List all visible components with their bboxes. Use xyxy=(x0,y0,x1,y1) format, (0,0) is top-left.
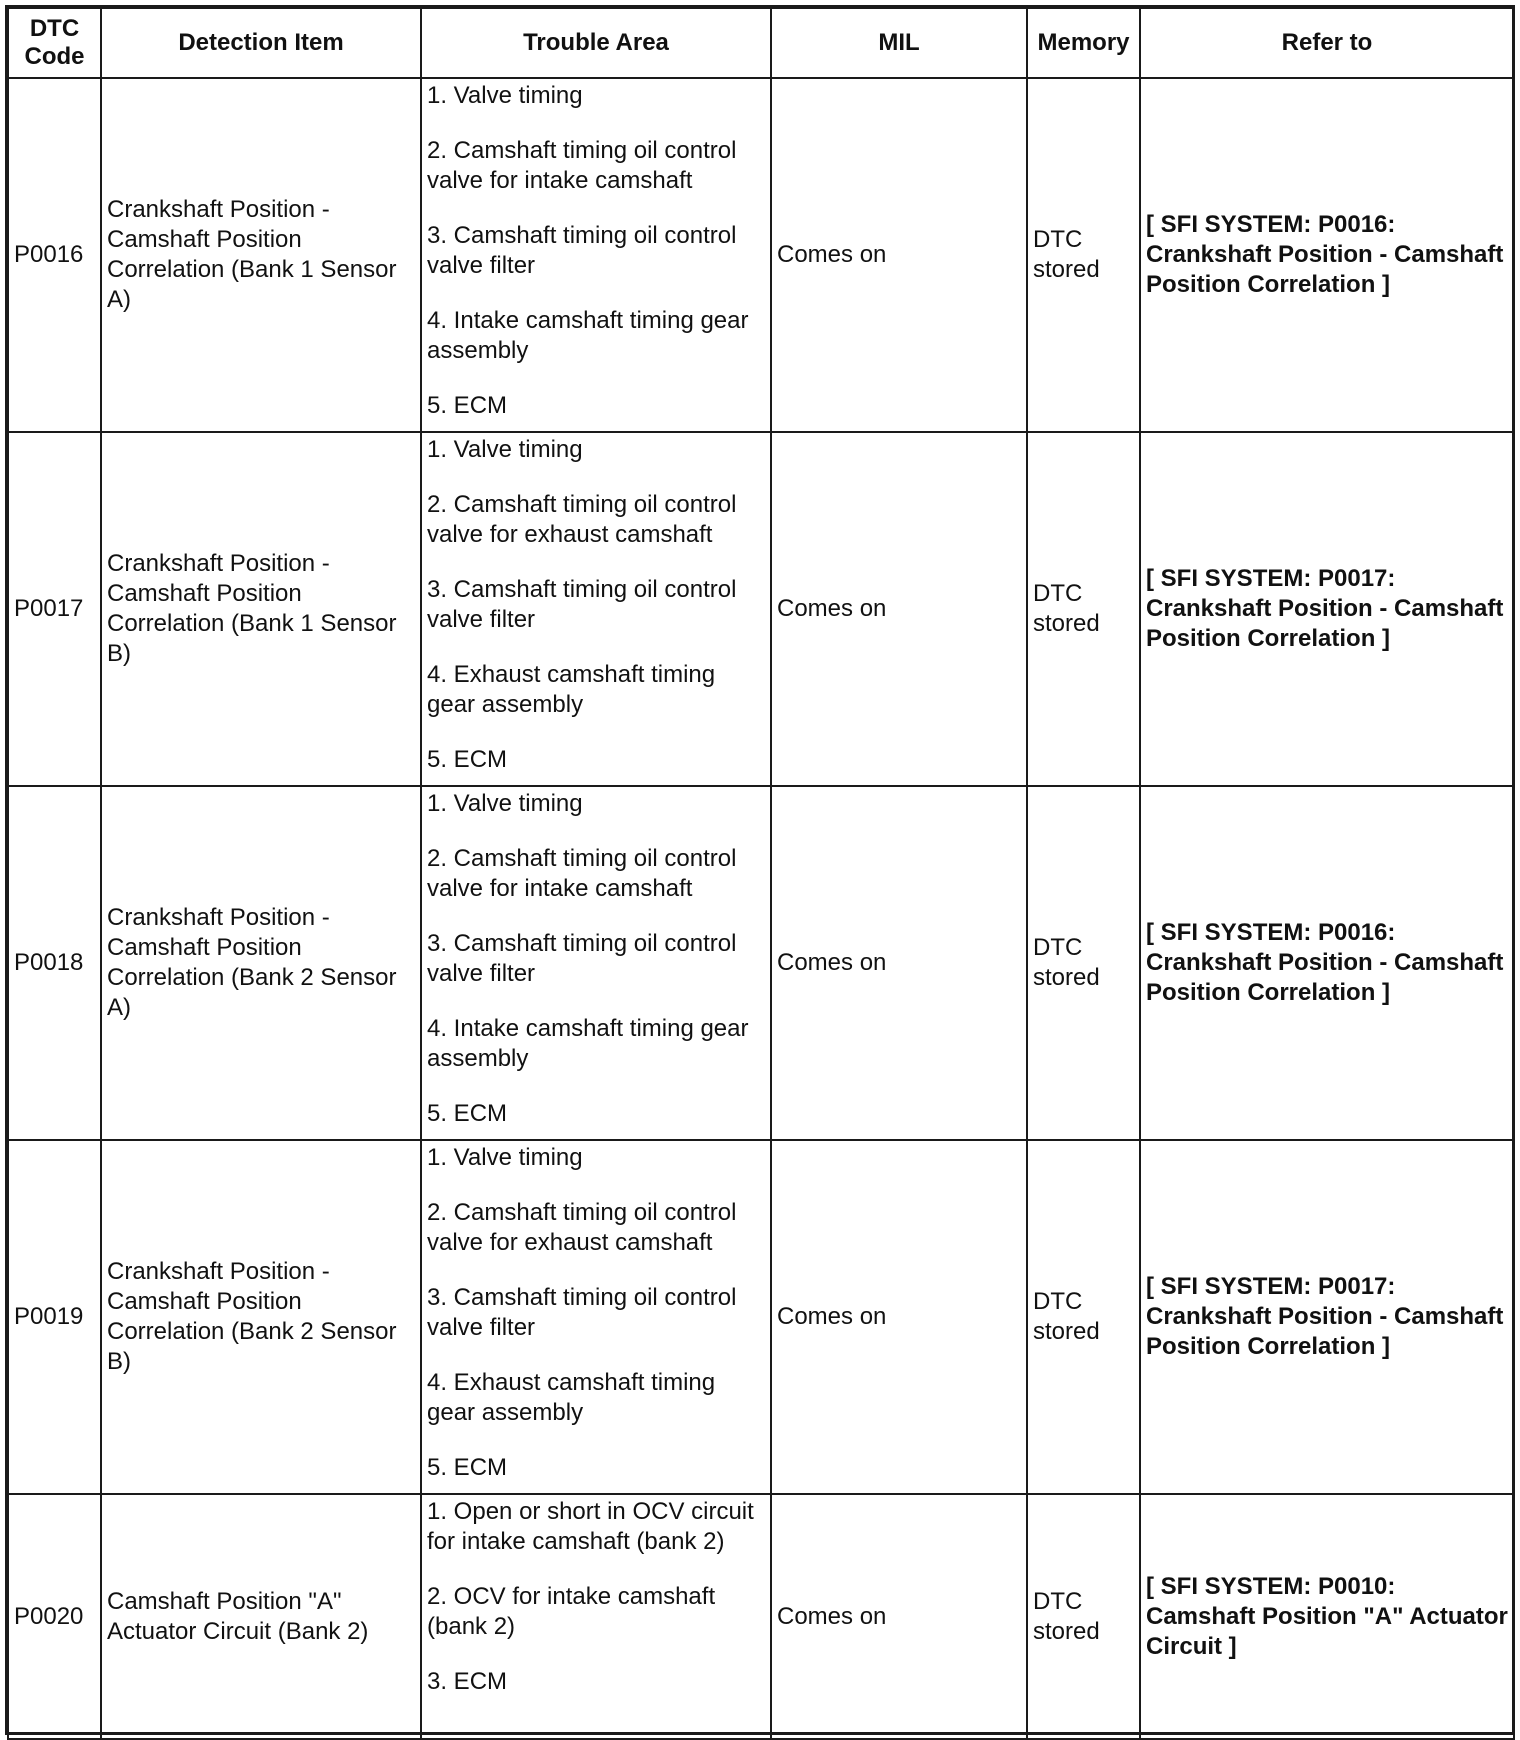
refer-to-link[interactable]: [ SFI SYSTEM: P0016: Crankshaft Position - Camshaft Position Correlation ] xyxy=(1140,786,1514,1140)
trouble-area-cell xyxy=(421,432,771,786)
mil-cell: Comes on xyxy=(771,1140,1027,1494)
trouble-item: 1. Valve timing xyxy=(427,790,583,817)
header-mil: MIL xyxy=(771,8,1027,78)
table-row xyxy=(8,1494,1514,1739)
trouble-item: 5. ECM xyxy=(427,392,508,419)
dtc-table xyxy=(7,7,1515,1740)
mil-cell: Comes on xyxy=(771,1494,1027,1739)
trouble-item: 4. Exhaust camshaft timing gear assembly xyxy=(427,661,716,718)
trouble-item: 2. Camshaft timing oil control valve for exhaust camshaft xyxy=(427,1199,737,1256)
dtc-code-cell: P0016 xyxy=(8,78,101,432)
memory-cell: DTC stored xyxy=(1027,786,1140,1140)
trouble-item: 2. OCV for intake camshaft (bank 2) xyxy=(427,1583,716,1640)
header-row xyxy=(8,8,1514,78)
trouble-item: 4. Intake camshaft timing gear assembly xyxy=(427,307,749,364)
trouble-item: 3. Camshaft timing oil control valve filter xyxy=(427,930,737,987)
memory-cell: DTC stored xyxy=(1027,1140,1140,1494)
trouble-item: 3. Camshaft timing oil control valve filter xyxy=(427,576,737,633)
trouble-item: 1. Valve timing xyxy=(427,82,583,109)
detection-item-cell: Crankshaft Position - Camshaft Position Correlation (Bank 1 Sensor A) xyxy=(101,78,421,432)
header-detection-item: Detection Item xyxy=(101,8,421,78)
dtc-code-cell: P0018 xyxy=(8,786,101,1140)
table-row xyxy=(8,78,1514,432)
trouble-item: 2. Camshaft timing oil control valve for intake camshaft xyxy=(427,845,737,902)
header-dtc-code: DTC Code xyxy=(8,8,101,78)
trouble-item: 5. ECM xyxy=(427,1454,508,1481)
mil-cell: Comes on xyxy=(771,78,1027,432)
trouble-item: 3. ECM xyxy=(427,1668,508,1695)
dtc-code-cell: P0017 xyxy=(8,432,101,786)
detection-item-cell: Camshaft Position "A" Actuator Circuit (Bank 2) xyxy=(101,1494,421,1739)
detection-item-cell: Crankshaft Position - Camshaft Position Correlation (Bank 1 Sensor B) xyxy=(101,432,421,786)
detection-item-cell: Crankshaft Position - Camshaft Position Correlation (Bank 2 Sensor A) xyxy=(101,786,421,1140)
trouble-area-cell xyxy=(421,1140,771,1494)
dtc-code-cell: P0020 xyxy=(8,1494,101,1739)
memory-cell: DTC stored xyxy=(1027,1494,1140,1739)
detection-item-cell: Crankshaft Position - Camshaft Position Correlation (Bank 2 Sensor B) xyxy=(101,1140,421,1494)
header-trouble-area: Trouble Area xyxy=(421,8,771,78)
refer-to-link[interactable]: [ SFI SYSTEM: P0017: Crankshaft Position - Camshaft Position Correlation ] xyxy=(1140,432,1514,786)
refer-to-link[interactable]: [ SFI SYSTEM: P0010: Camshaft Position "A" Actuator Circuit ] xyxy=(1140,1494,1514,1739)
trouble-item: 4. Exhaust camshaft timing gear assembly xyxy=(427,1369,716,1426)
trouble-item: 3. Camshaft timing oil control valve filter xyxy=(427,1284,737,1341)
trouble-item: 5. ECM xyxy=(427,1100,508,1127)
trouble-item: 2. Camshaft timing oil control valve for intake camshaft xyxy=(427,137,737,194)
trouble-item: 5. ECM xyxy=(427,746,508,773)
trouble-item: 1. Valve timing xyxy=(427,436,583,463)
trouble-area-cell xyxy=(421,786,771,1140)
refer-to-link[interactable]: [ SFI SYSTEM: P0017: Crankshaft Position - Camshaft Position Correlation ] xyxy=(1140,1140,1514,1494)
trouble-item: 2. Camshaft timing oil control valve for exhaust camshaft xyxy=(427,491,737,548)
trouble-item: 4. Intake camshaft timing gear assembly xyxy=(427,1015,749,1072)
trouble-area-cell xyxy=(421,1494,771,1739)
memory-cell: DTC stored xyxy=(1027,432,1140,786)
table-row xyxy=(8,786,1514,1140)
trouble-area-cell xyxy=(421,78,771,432)
table-row xyxy=(8,1140,1514,1494)
refer-to-link[interactable]: [ SFI SYSTEM: P0016: Crankshaft Position - Camshaft Position Correlation ] xyxy=(1140,78,1514,432)
memory-cell: DTC stored xyxy=(1027,78,1140,432)
dtc-code-cell: P0019 xyxy=(8,1140,101,1494)
header-memory: Memory xyxy=(1027,8,1140,78)
mil-cell: Comes on xyxy=(771,786,1027,1140)
trouble-item: 1. Open or short in OCV circuit for intake camshaft (bank 2) xyxy=(427,1498,754,1555)
trouble-item: 1. Valve timing xyxy=(427,1144,583,1171)
header-refer-to: Refer to xyxy=(1140,8,1514,78)
mil-cell: Comes on xyxy=(771,432,1027,786)
trouble-item: 3. Camshaft timing oil control valve filter xyxy=(427,222,737,279)
table-row xyxy=(8,432,1514,786)
